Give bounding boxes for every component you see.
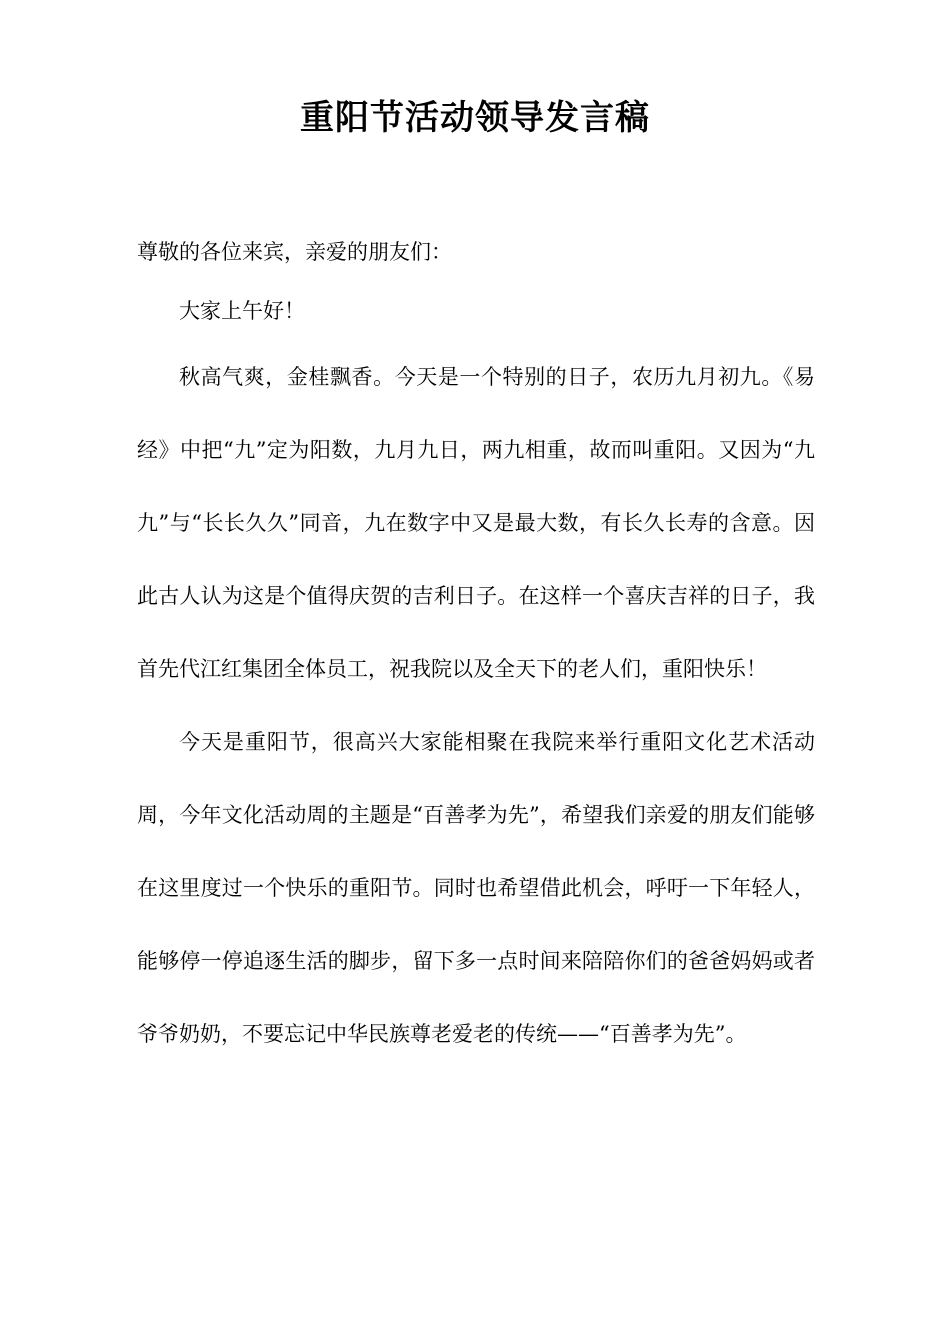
paragraph-1: 秋高气爽，金桂飘香。今天是一个特别的日子，农历九月初九。《易经》中把“九”定为阳数，九月九日，两九相重，故而叫重阳。又因为“九九”与“长长久久”同音，九在数字中又是最大数，有长久长寿的含意。因此古人认为这是个值得庆贺的吉利日子。在这样一个喜庆吉祥的日子，我首先代江红集团全体员工，祝我院以及全天下的老人们，重阳快乐！ [137, 365, 815, 681]
document-body [137, 224, 815, 1071]
greeting: 大家上午好！ [179, 299, 305, 323]
document-title: 重阳节活动领导发言稿 [300, 98, 650, 138]
paragraph-2: 今天是重阳节，很高兴大家能相聚在我院来举行重阳文化艺术活动周，今年文化活动周的主题是“百善孝为先”，希望我们亲爱的朋友们能够在这里度过一个快乐的重阳节。同时也希望借此机会，呼吁一下年轻人，能够停一停追逐生活的脚步，留下多一点时间来陪陪你们的爸爸妈妈或者爷爷奶奶，不要忘记中华民族尊老爱老的传统——“百善孝为先”。 [137, 730, 815, 1046]
salutation: 尊敬的各位来宾，亲爱的朋友们： [137, 240, 452, 264]
